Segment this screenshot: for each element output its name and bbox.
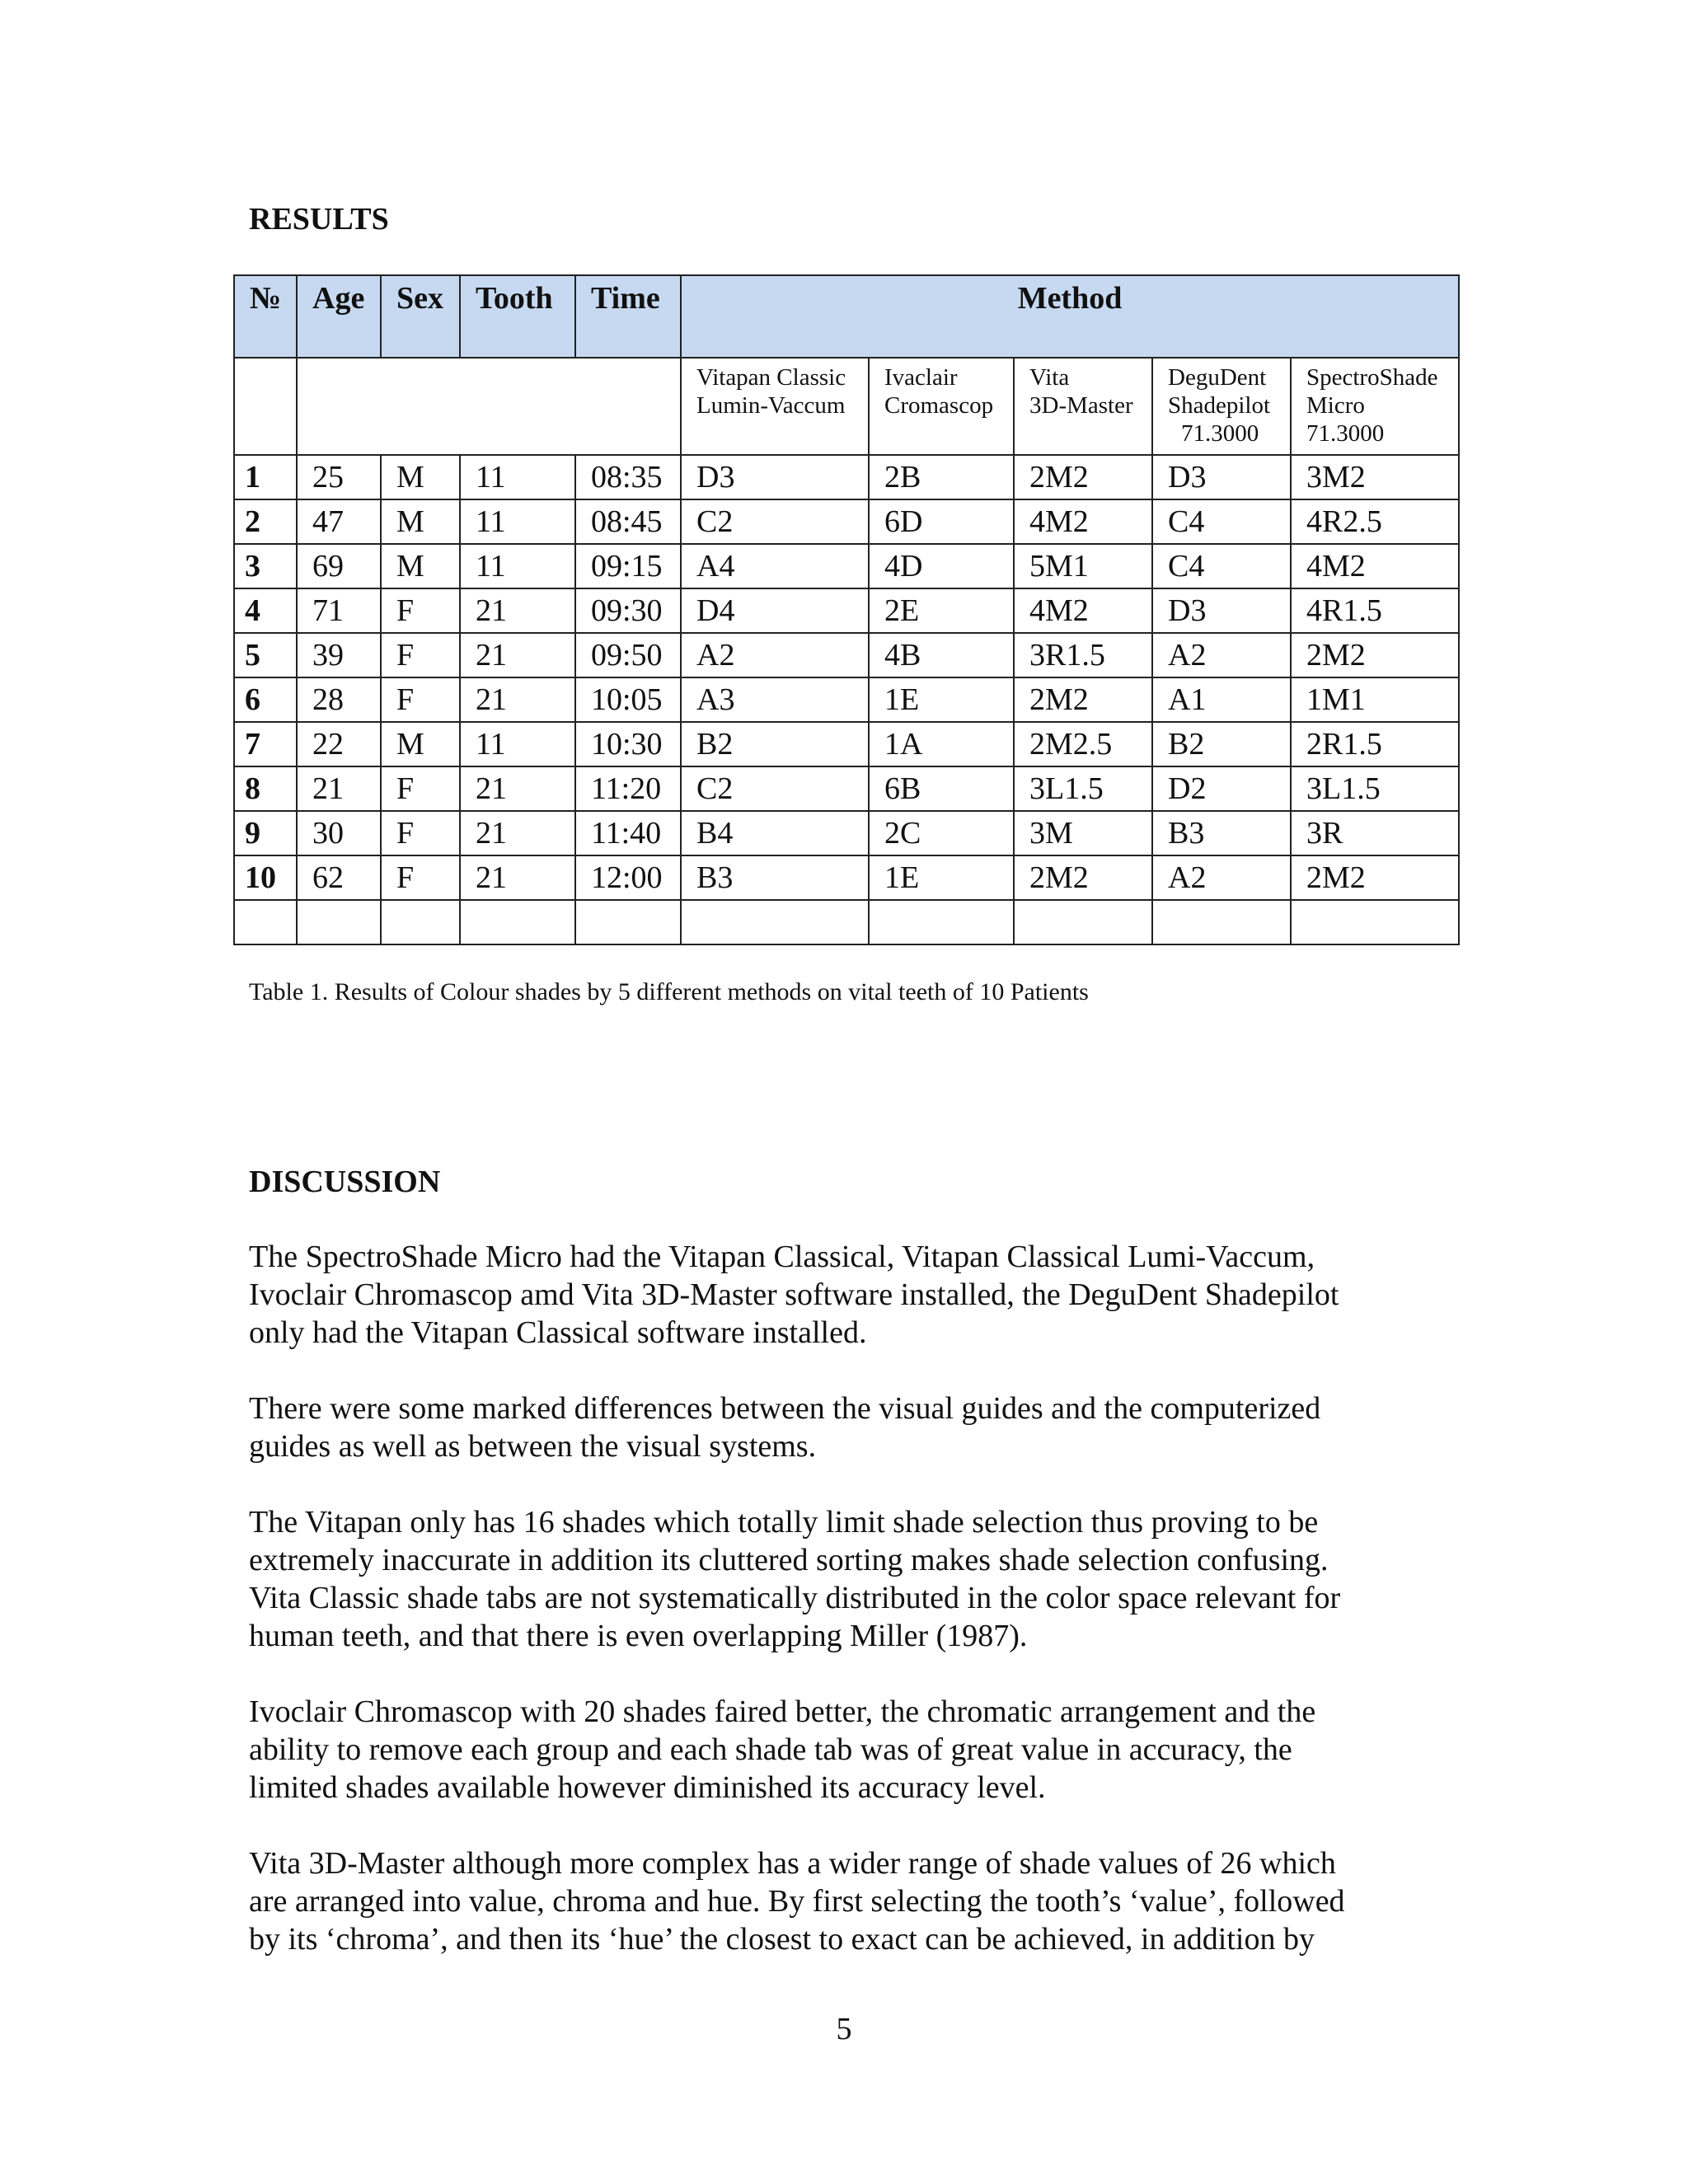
page-number: 5	[836, 2012, 852, 2046]
paragraph-line: Ivoclair Chromascop with 20 shades faired better, the chromatic arrangement and the	[249, 1694, 1316, 1729]
header-sex: Sex	[381, 275, 460, 358]
tooth-cell: 21	[460, 677, 575, 722]
degudent-cell: D2	[1152, 766, 1291, 811]
subheader-empty-info	[297, 358, 681, 455]
paragraph-line: by its ‘chroma’, and then its ‘hue’ the closest to exact can be achieved, in addition by	[249, 1922, 1315, 1957]
degudent-cell: B3	[1152, 811, 1291, 855]
results-table	[233, 274, 1460, 945]
vitapan-cell: C2	[681, 766, 869, 811]
paragraph-line: The SpectroShade Micro had the Vitapan Classical, Vitapan Classical Lumi-Vaccum,	[249, 1240, 1315, 1274]
spectroshade-cell: 3M2	[1291, 455, 1459, 499]
method-spectroshade-line-3: 71.3000	[1306, 420, 1385, 447]
vita3d-cell: 3L1.5	[1014, 766, 1152, 811]
age-cell: 71	[297, 588, 381, 633]
method-vitapan	[681, 358, 869, 455]
spectroshade-cell: 2M2	[1291, 633, 1459, 677]
sex-cell: F	[381, 677, 460, 722]
ivaclair-cell: 6D	[869, 499, 1014, 544]
time-cell: 11:20	[575, 766, 681, 811]
empty-cell	[460, 900, 575, 944]
discussion-paragraph-3	[249, 1503, 1452, 1655]
age-cell: 39	[297, 633, 381, 677]
vitapan-cell: B3	[681, 855, 869, 900]
ivaclair-cell: 1E	[869, 855, 1014, 900]
method-subheader-row	[234, 358, 1459, 455]
degudent-cell: B2	[1152, 722, 1291, 766]
ivaclair-cell: 6B	[869, 766, 1014, 811]
table-row	[234, 499, 1459, 544]
paragraph-line: extremely inaccurate in addition its cluttered sorting makes shade selection confusing.	[249, 1543, 1329, 1577]
sex-cell: M	[381, 544, 460, 588]
age-cell: 25	[297, 455, 381, 499]
vita3d-cell: 2M2	[1014, 455, 1152, 499]
sex-cell: F	[381, 633, 460, 677]
empty-cell	[1152, 900, 1291, 944]
spectroshade-cell: 4R1.5	[1291, 588, 1459, 633]
method-degudent-line-1: DeguDent	[1168, 364, 1267, 391]
row-number: 2	[234, 499, 297, 544]
empty-cell	[575, 900, 681, 944]
spectroshade-cell: 1M1	[1291, 677, 1459, 722]
age-cell: 30	[297, 811, 381, 855]
vitapan-cell: C2	[681, 499, 869, 544]
time-cell: 09:15	[575, 544, 681, 588]
age-cell: 22	[297, 722, 381, 766]
tooth-cell: 11	[460, 544, 575, 588]
row-number: 8	[234, 766, 297, 811]
table-row	[234, 722, 1459, 766]
sex-cell: M	[381, 455, 460, 499]
discussion-paragraph-1	[249, 1238, 1452, 1352]
paragraph-line: Vita Classic shade tabs are not systematically distributed in the color space relevant for	[249, 1581, 1341, 1615]
sex-cell: F	[381, 588, 460, 633]
empty-cell	[297, 900, 381, 944]
age-cell: 69	[297, 544, 381, 588]
empty-cell	[1291, 900, 1459, 944]
ivaclair-cell: 2C	[869, 811, 1014, 855]
time-cell: 09:30	[575, 588, 681, 633]
vita3d-cell: 5M1	[1014, 544, 1152, 588]
tooth-cell: 11	[460, 455, 575, 499]
method-vitapan-line-2: Lumin-Vaccum	[696, 392, 846, 419]
sex-cell: F	[381, 855, 460, 900]
row-number: 3	[234, 544, 297, 588]
age-cell: 62	[297, 855, 381, 900]
time-cell: 08:45	[575, 499, 681, 544]
tooth-cell: 11	[460, 499, 575, 544]
time-cell: 10:05	[575, 677, 681, 722]
paragraph-line: There were some marked differences between the visual guides and the computerized	[249, 1391, 1321, 1426]
paragraph-line: guides as well as between the visual systems.	[249, 1429, 817, 1464]
method-ivaclair	[869, 358, 1014, 455]
table-header-row	[234, 275, 1459, 358]
method-vita3d-line-2: 3D-Master	[1029, 392, 1133, 419]
vita3d-cell: 2M2.5	[1014, 722, 1152, 766]
spectroshade-cell: 2R1.5	[1291, 722, 1459, 766]
spectroshade-cell: 4R2.5	[1291, 499, 1459, 544]
row-number: 5	[234, 633, 297, 677]
empty-cell	[869, 900, 1014, 944]
ivaclair-cell: 2B	[869, 455, 1014, 499]
table-row	[234, 766, 1459, 811]
row-number: 6	[234, 677, 297, 722]
sex-cell: F	[381, 811, 460, 855]
spectroshade-cell: 3R	[1291, 811, 1459, 855]
time-cell: 08:35	[575, 455, 681, 499]
degudent-cell: A2	[1152, 633, 1291, 677]
ivaclair-cell: 2E	[869, 588, 1014, 633]
tooth-cell: 21	[460, 588, 575, 633]
table-row	[234, 588, 1459, 633]
degudent-cell: A2	[1152, 855, 1291, 900]
row-number: 7	[234, 722, 297, 766]
vitapan-cell: B2	[681, 722, 869, 766]
method-spectroshade	[1291, 358, 1459, 455]
empty-cell	[681, 900, 869, 944]
degudent-cell: D3	[1152, 588, 1291, 633]
ivaclair-cell: 4B	[869, 633, 1014, 677]
age-cell: 21	[297, 766, 381, 811]
paragraph-line: only had the Vitapan Classical software installed.	[249, 1315, 867, 1350]
method-vitapan-line-1: Vitapan Classic	[696, 364, 846, 391]
vita3d-cell: 4M2	[1014, 588, 1152, 633]
method-degudent-line-3: 71.3000	[1181, 420, 1259, 447]
age-cell: 28	[297, 677, 381, 722]
method-spectroshade-line-1: SpectroShade	[1306, 364, 1438, 391]
row-number: 10	[234, 855, 297, 900]
vita3d-cell: 4M2	[1014, 499, 1152, 544]
age-cell: 47	[297, 499, 381, 544]
ivaclair-cell: 1E	[869, 677, 1014, 722]
spectroshade-cell: 4M2	[1291, 544, 1459, 588]
method-degudent	[1152, 358, 1291, 455]
method-vita3d	[1014, 358, 1152, 455]
empty-cell	[1014, 900, 1152, 944]
sex-cell: M	[381, 499, 460, 544]
empty-cell	[381, 900, 460, 944]
table-row	[234, 455, 1459, 499]
method-vita3d-line-1: Vita	[1029, 364, 1070, 391]
vita3d-cell: 3M	[1014, 811, 1152, 855]
method-ivaclair-line-1: Ivaclair	[884, 364, 958, 391]
table-row	[234, 811, 1459, 855]
paragraph-line: limited shades available however diminished its accuracy level.	[249, 1770, 1046, 1805]
table-body	[234, 455, 1459, 944]
header-number: №	[234, 275, 297, 358]
method-spectroshade-line-2: Micro	[1306, 392, 1365, 419]
vitapan-cell: A3	[681, 677, 869, 722]
table-row	[234, 633, 1459, 677]
tooth-cell: 21	[460, 633, 575, 677]
tooth-cell: 11	[460, 722, 575, 766]
empty-cell	[234, 900, 297, 944]
vitapan-cell: D3	[681, 455, 869, 499]
degudent-cell: D3	[1152, 455, 1291, 499]
row-number: 4	[234, 588, 297, 633]
degudent-cell: A1	[1152, 677, 1291, 722]
vitapan-cell: A2	[681, 633, 869, 677]
sex-cell: F	[381, 766, 460, 811]
time-cell: 10:30	[575, 722, 681, 766]
spectroshade-cell: 3L1.5	[1291, 766, 1459, 811]
discussion-paragraph-2	[249, 1390, 1452, 1465]
time-cell: 12:00	[575, 855, 681, 900]
table-row-empty	[234, 900, 1459, 944]
header-tooth: Tooth	[460, 275, 575, 358]
paragraph-line: human teeth, and that there is even overlapping Miller (1987).	[249, 1619, 1028, 1653]
paragraph-line: The Vitapan only has 16 shades which totally limit shade selection thus proving to be	[249, 1505, 1319, 1540]
time-cell: 09:50	[575, 633, 681, 677]
paragraph-line: Vita 3D-Master although more complex has a wider range of shade values of 26 which	[249, 1846, 1336, 1881]
vita3d-cell: 3R1.5	[1014, 633, 1152, 677]
table-row	[234, 544, 1459, 588]
vita3d-cell: 2M2	[1014, 677, 1152, 722]
tooth-cell: 21	[460, 766, 575, 811]
paragraph-line: Ivoclair Chromascop amd Vita 3D-Master software installed, the DeguDent Shadepilot	[249, 1277, 1339, 1312]
row-number: 9	[234, 811, 297, 855]
table-caption: Table 1. Results of Colour shades by 5 different methods on vital teeth of 10 Patients	[249, 978, 1089, 1005]
row-number: 1	[234, 455, 297, 499]
table-row	[234, 855, 1459, 900]
time-cell: 11:40	[575, 811, 681, 855]
degudent-cell: C4	[1152, 544, 1291, 588]
header-time: Time	[575, 275, 681, 358]
header-age: Age	[297, 275, 381, 358]
header-method: Method	[681, 275, 1459, 358]
spectroshade-cell: 2M2	[1291, 855, 1459, 900]
subheader-empty-number	[234, 358, 297, 455]
method-ivaclair-line-2: Cromascop	[884, 392, 994, 419]
paragraph-line: are arranged into value, chroma and hue. By first selecting the tooth’s ‘value’, followed	[249, 1884, 1345, 1919]
ivaclair-cell: 1A	[869, 722, 1014, 766]
discussion-heading: DISCUSSION	[249, 1165, 441, 1199]
sex-cell: M	[381, 722, 460, 766]
tooth-cell: 21	[460, 855, 575, 900]
results-heading: RESULTS	[249, 202, 389, 237]
tooth-cell: 21	[460, 811, 575, 855]
degudent-cell: C4	[1152, 499, 1291, 544]
vitapan-cell: A4	[681, 544, 869, 588]
method-degudent-line-2: Shadepilot	[1168, 392, 1271, 419]
vitapan-cell: D4	[681, 588, 869, 633]
vitapan-cell: B4	[681, 811, 869, 855]
discussion-paragraph-5	[249, 1844, 1452, 1958]
table-row	[234, 677, 1459, 722]
discussion-paragraph-4	[249, 1693, 1452, 1807]
vita3d-cell: 2M2	[1014, 855, 1152, 900]
ivaclair-cell: 4D	[869, 544, 1014, 588]
paragraph-line: ability to remove each group and each shade tab was of great value in accuracy, the	[249, 1732, 1292, 1767]
